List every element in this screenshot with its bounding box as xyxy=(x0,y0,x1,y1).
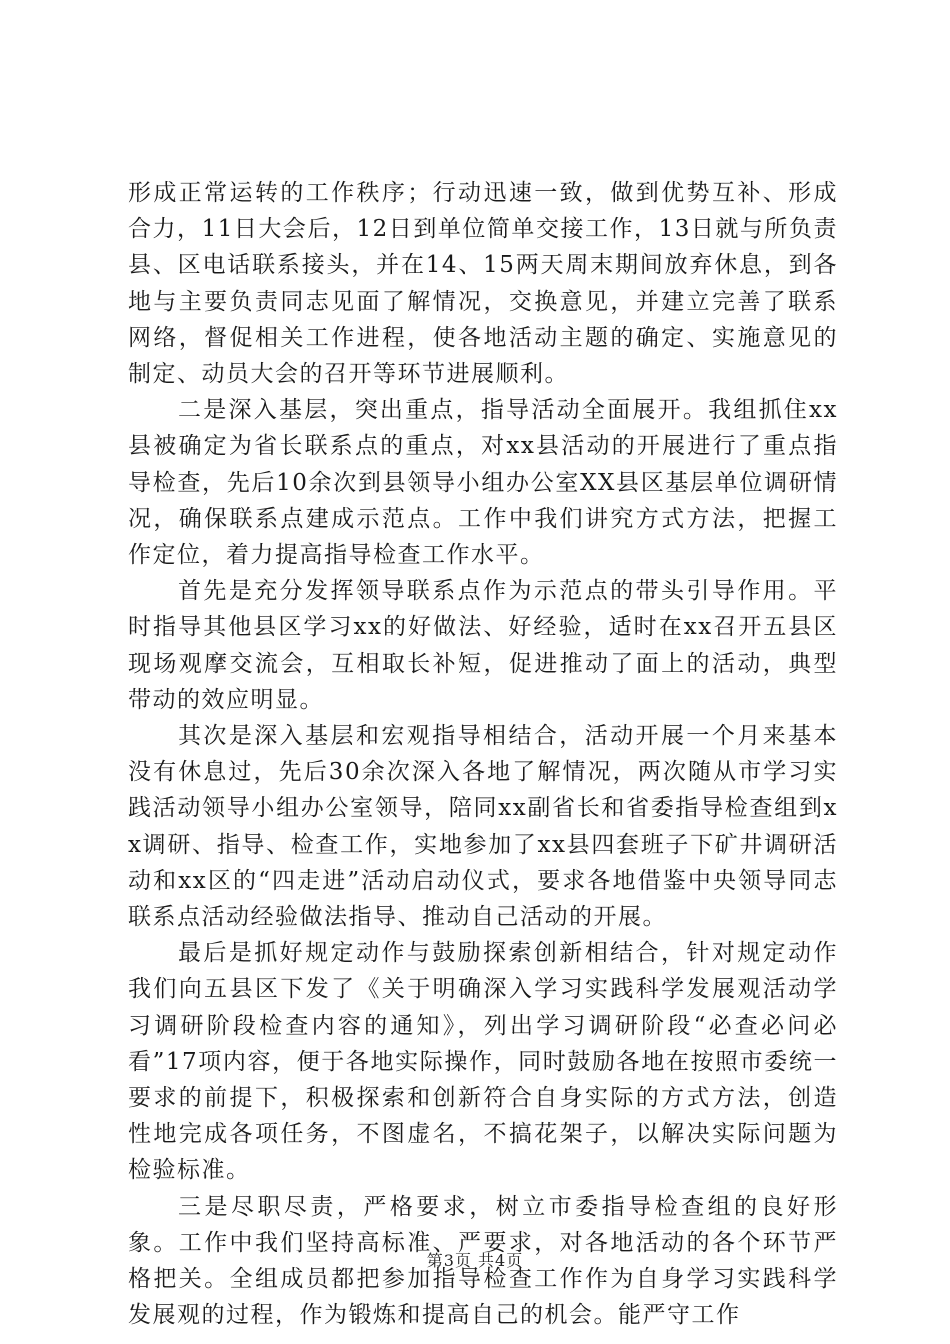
paragraph-continuation: 形成正常运转的工作秩序；行动迅速一致，做到优势互补、形成合力，11日大会后，12日到单位简单交接工作，13日就与所负责县、区电话联系接头，并在14、15两天周末期间放弃休息，到各地与主要负责同志见面了解情况，交换意见，并建立完善了联系网络，督促相关工作进程，使各地活动主题的确定、实施意见的制定、动员大会的召开等环节进展顺利。 xyxy=(128,180,838,388)
document-body xyxy=(128,175,838,1334)
paragraph-first: 首先是充分发挥领导联系点作为示范点的带头引导作用。平时指导其他县区学习xx的好做法、好经验，适时在xx召开五县区现场观摩交流会，互相取长补短，促进推动了面上的活动，典型带动的效应明显。 xyxy=(128,578,838,713)
paragraph-point-two: 二是深入基层，突出重点，指导活动全面展开。我组抓住xx县被确定为省长联系点的重点，对xx县活动的开展进行了重点指导检查，先后10余次到县领导小组办公室XX县区基层单位调研情况，确保联系点建成示范点。工作中我们讲究方式方法，把握工作定位，着力提高指导检查工作水平。 xyxy=(128,397,838,569)
paragraph-point-three: 三是尽职尽责，严格要求，树立市委指导检查组的良好形象。工作中我们坚持高标准、严要求，对各地活动的各个环节严格把关。全组成员都把参加指导检查工作作为自身学习实践科学发展观的过程，作为锻炼和提高自己的机会。能严守工作 xyxy=(128,1193,838,1329)
paragraph-last: 最后是抓好规定动作与鼓励探索创新相结合，针对规定动作我们向五县区下发了《关于明确深入学习实践科学发展观活动学习调研阶段检查内容的通知》，列出学习调研阶段“必查必问必看”17项内容，便于各地实际操作，同时鼓励各地在按照市委统一要求的前提下，积极探索和创新符合自身实际的方式方法，创造性地完成各项任务，不图虚名，不搞花架子，以解决实际问题为检验标准。 xyxy=(128,940,838,1184)
paragraph-second: 其次是深入基层和宏观指导相结合，活动开展一个月来基本没有休息过，先后30余次深入各地了解情况，两次随从市学习实践活动领导小组办公室领导，陪同xx副省长和省委指导检查组到xx调研、指导、检查工作，实地参加了xx县四套班子下矿井调研活动和xx区的“四走进”活动启动仪式，要求各地借鉴中央领导同志联系点活动经验做法指导、推动自己活动的开展。 xyxy=(128,723,838,931)
page-footer: 第3页 共4页 xyxy=(426,1251,524,1270)
